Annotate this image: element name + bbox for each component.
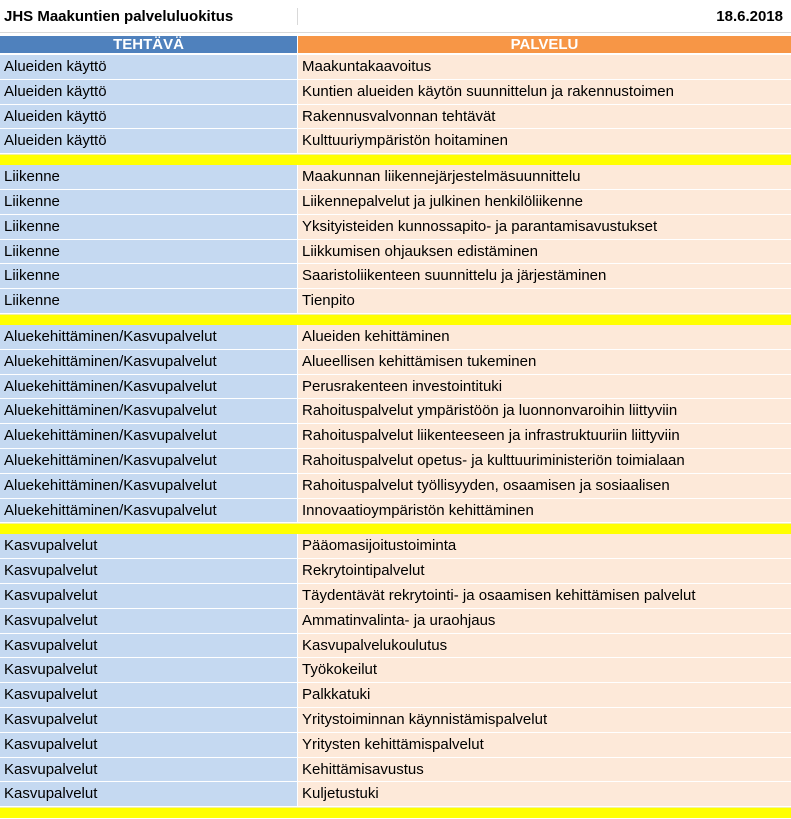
service-cell[interactable]: Rahoituspalvelut työllisyyden, osaamisen ja sosiaalisen [298, 474, 791, 498]
service-cell[interactable]: Työkokeilut [298, 658, 791, 682]
service-cell[interactable]: Kehittämisavustus [298, 758, 791, 782]
task-cell[interactable]: Kasvupalvelut [0, 634, 298, 658]
table-row [0, 190, 791, 215]
group-separator-row [0, 807, 791, 818]
service-cell[interactable]: Liikkumisen ohjauksen edistäminen [298, 240, 791, 264]
task-cell[interactable]: Aluekehittäminen/Kasvupalvelut [0, 499, 298, 523]
table-row [0, 708, 791, 733]
task-cell[interactable]: Kasvupalvelut [0, 559, 298, 583]
column-header-task[interactable]: TEHTÄVÄ [0, 36, 298, 53]
sheet-date[interactable]: 18.6.2018 [716, 7, 783, 25]
service-cell[interactable]: Liikennepalvelut ja julkinen henkilöliikenne [298, 190, 791, 214]
task-cell[interactable]: Aluekehittäminen/Kasvupalvelut [0, 325, 298, 349]
table-row [0, 609, 791, 634]
table-row [0, 733, 791, 758]
table-row [0, 350, 791, 375]
task-cell[interactable]: Aluekehittäminen/Kasvupalvelut [0, 399, 298, 423]
task-cell[interactable]: Aluekehittäminen/Kasvupalvelut [0, 375, 298, 399]
sheet-title[interactable]: JHS Maakuntien palveluluokitus [0, 8, 298, 25]
table-row [0, 105, 791, 130]
task-cell[interactable]: Kasvupalvelut [0, 658, 298, 682]
task-cell[interactable]: Kasvupalvelut [0, 609, 298, 633]
task-cell[interactable]: Aluekehittäminen/Kasvupalvelut [0, 449, 298, 473]
service-cell[interactable]: Perusrakenteen investointituki [298, 375, 791, 399]
service-cell[interactable]: Kulttuuriympäristön hoitaminen [298, 129, 791, 153]
service-cell[interactable]: Kuljetustuki [298, 782, 791, 806]
group-separator-row [0, 154, 791, 165]
task-cell[interactable]: Liikenne [0, 190, 298, 214]
table-body [0, 55, 791, 818]
table-row [0, 165, 791, 190]
task-cell[interactable]: Kasvupalvelut [0, 584, 298, 608]
table-row [0, 264, 791, 289]
service-cell[interactable]: Rakennusvalvonnan tehtävät [298, 105, 791, 129]
task-cell[interactable]: Kasvupalvelut [0, 758, 298, 782]
service-cell[interactable]: Yritysten kehittämispalvelut [298, 733, 791, 757]
service-cell[interactable]: Saaristoliikenteen suunnittelu ja järjestäminen [298, 264, 791, 288]
table-row [0, 782, 791, 807]
task-cell[interactable]: Kasvupalvelut [0, 733, 298, 757]
table-row [0, 534, 791, 559]
table-row [0, 80, 791, 105]
task-cell[interactable]: Alueiden käyttö [0, 55, 298, 79]
table-row [0, 584, 791, 609]
table-row [0, 399, 791, 424]
table-row [0, 559, 791, 584]
task-cell[interactable]: Liikenne [0, 215, 298, 239]
task-cell[interactable]: Kasvupalvelut [0, 683, 298, 707]
service-cell[interactable]: Rahoituspalvelut ympäristöön ja luonnonvaroihin liittyviin [298, 399, 791, 423]
task-cell[interactable]: Aluekehittäminen/Kasvupalvelut [0, 474, 298, 498]
table-row [0, 474, 791, 499]
service-cell[interactable]: Ammatinvalinta- ja uraohjaus [298, 609, 791, 633]
task-cell[interactable]: Alueiden käyttö [0, 105, 298, 129]
service-cell[interactable]: Tienpito [298, 289, 791, 313]
service-cell[interactable]: Pääomasijoitustoiminta [298, 534, 791, 558]
service-cell[interactable]: Palkkatuki [298, 683, 791, 707]
service-cell[interactable]: Yritystoiminnan käynnistämispalvelut [298, 708, 791, 732]
table-row [0, 658, 791, 683]
service-cell[interactable]: Täydentävät rekrytointi- ja osaamisen kehittämisen palvelut [298, 584, 791, 608]
table-row [0, 499, 791, 524]
service-cell[interactable]: Maakuntakaavoitus [298, 55, 791, 79]
table-row [0, 449, 791, 474]
task-cell[interactable]: Liikenne [0, 264, 298, 288]
table-row [0, 55, 791, 80]
header-row [0, 33, 791, 55]
service-cell[interactable]: Rahoituspalvelut liikenteeseen ja infrastruktuuriin liittyviin [298, 424, 791, 448]
table-row [0, 289, 791, 314]
service-cell[interactable]: Maakunnan liikennejärjestelmäsuunnittelu [298, 165, 791, 189]
table-row [0, 683, 791, 708]
service-cell[interactable]: Rahoituspalvelut opetus- ja kulttuuriministeriön toimialaan [298, 449, 791, 473]
task-cell[interactable]: Kasvupalvelut [0, 534, 298, 558]
table-row [0, 215, 791, 240]
task-cell[interactable]: Liikenne [0, 240, 298, 264]
table-row [0, 375, 791, 400]
table-row [0, 424, 791, 449]
table-row [0, 758, 791, 783]
title-row [0, 0, 791, 33]
service-cell[interactable]: Alueiden kehittäminen [298, 325, 791, 349]
task-cell[interactable]: Kasvupalvelut [0, 782, 298, 806]
service-cell[interactable]: Yksityisteiden kunnossapito- ja parantamisavustukset [298, 215, 791, 239]
task-cell[interactable]: Alueiden käyttö [0, 80, 298, 104]
task-cell[interactable]: Aluekehittäminen/Kasvupalvelut [0, 424, 298, 448]
task-cell[interactable]: Liikenne [0, 289, 298, 313]
task-cell[interactable]: Aluekehittäminen/Kasvupalvelut [0, 350, 298, 374]
service-cell[interactable]: Innovaatioympäristön kehittäminen [298, 499, 791, 523]
column-header-service[interactable]: PALVELU [298, 36, 791, 53]
service-cell[interactable]: Kasvupalvelukoulutus [298, 634, 791, 658]
table-row [0, 129, 791, 154]
service-cell[interactable]: Rekrytointipalvelut [298, 559, 791, 583]
task-cell[interactable]: Alueiden käyttö [0, 129, 298, 153]
task-cell[interactable]: Liikenne [0, 165, 298, 189]
table-row [0, 325, 791, 350]
group-separator-row [0, 523, 791, 534]
service-cell[interactable]: Alueellisen kehittämisen tukeminen [298, 350, 791, 374]
service-cell[interactable]: Kuntien alueiden käytön suunnittelun ja rakennustoimen [298, 80, 791, 104]
table-row [0, 240, 791, 265]
task-cell[interactable]: Kasvupalvelut [0, 708, 298, 732]
group-separator-row [0, 314, 791, 325]
table-row [0, 634, 791, 659]
